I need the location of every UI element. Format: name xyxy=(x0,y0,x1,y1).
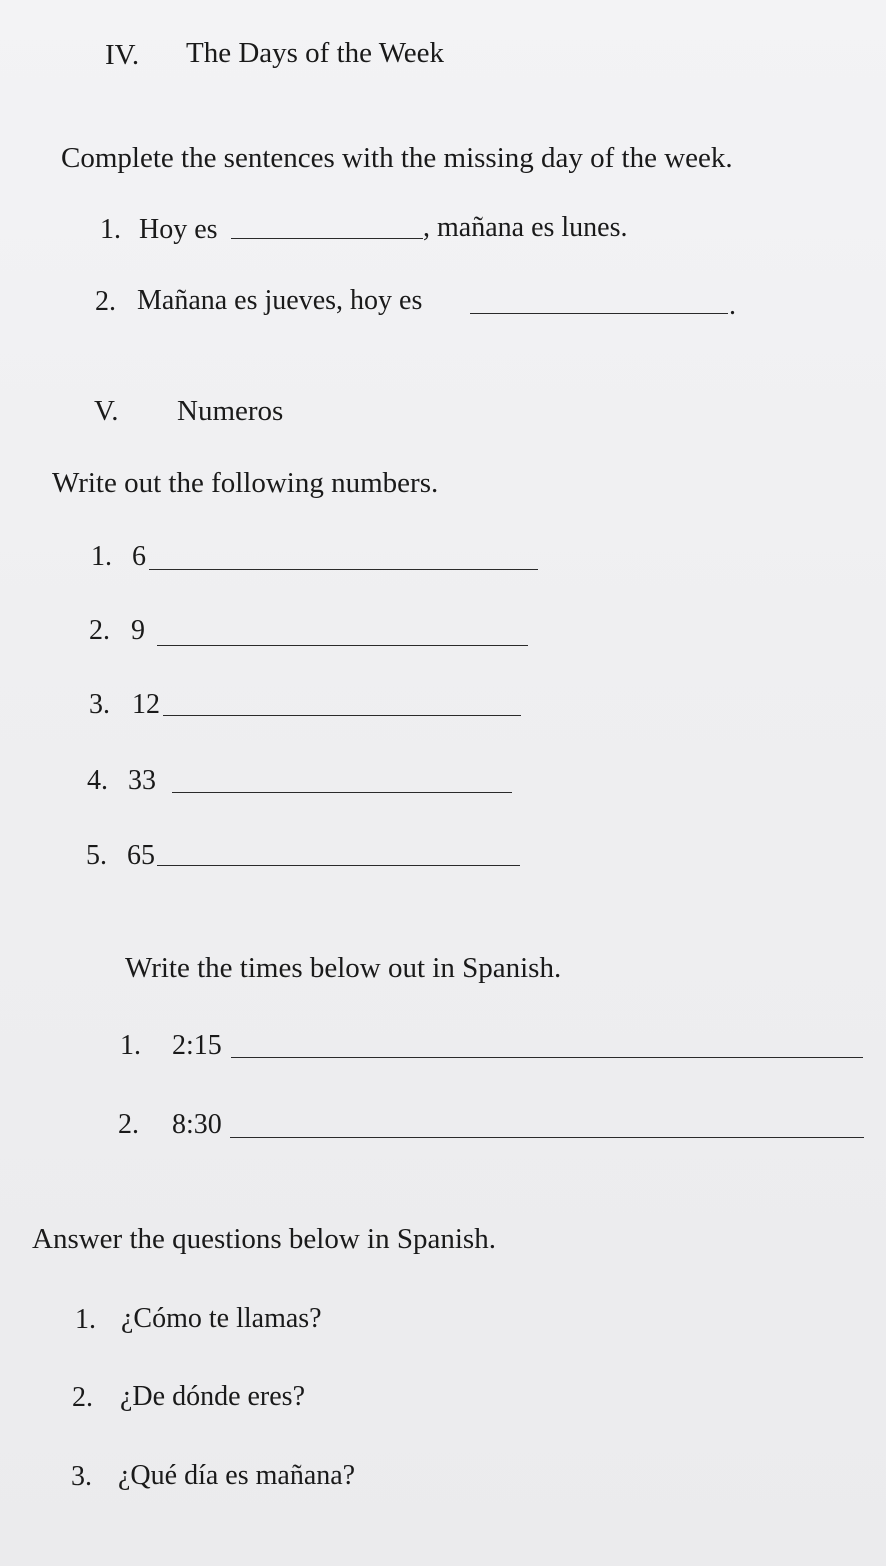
days-item-1-blank[interactable] xyxy=(231,238,423,239)
questions-item-1-number: 1. xyxy=(75,1304,96,1335)
section-iv-numeral: IV. xyxy=(105,39,140,71)
times-instruction: Write the times below out in Spanish. xyxy=(125,952,562,984)
section-v-numeral: V. xyxy=(94,395,119,427)
numbers-item-4-blank[interactable] xyxy=(172,792,512,793)
numbers-item-4-value: 33 xyxy=(128,765,156,796)
numbers-item-2-value: 9 xyxy=(131,615,145,646)
numbers-item-2-blank[interactable] xyxy=(157,645,528,646)
numbers-item-5-number: 5. xyxy=(86,840,107,871)
numbers-item-1-blank[interactable] xyxy=(149,569,538,570)
questions-instruction: Answer the questions below in Spanish. xyxy=(32,1223,496,1255)
times-item-1-value: 2:15 xyxy=(172,1030,222,1061)
days-item-2-blank[interactable] xyxy=(470,313,728,314)
questions-item-2-text: ¿De dónde eres? xyxy=(120,1381,306,1412)
numbers-item-3-blank[interactable] xyxy=(163,715,521,716)
times-item-2-number: 2. xyxy=(118,1109,139,1140)
numbers-item-2-number: 2. xyxy=(89,615,110,646)
numbers-item-5-blank[interactable] xyxy=(157,865,520,866)
numbers-item-1-value: 6 xyxy=(132,541,146,572)
days-item-1-number: 1. xyxy=(100,214,121,245)
times-item-1-blank[interactable] xyxy=(231,1057,863,1058)
numbers-item-5-value: 65 xyxy=(127,840,155,871)
numbers-item-1-number: 1. xyxy=(91,541,112,572)
section-iv-title: The Days of the Week xyxy=(186,37,445,69)
times-item-1-number: 1. xyxy=(120,1030,141,1061)
questions-item-2-number: 2. xyxy=(72,1382,93,1413)
times-item-2-blank[interactable] xyxy=(230,1137,864,1138)
days-item-2-before: Mañana es jueves, hoy es xyxy=(137,285,423,316)
days-item-1-before: Hoy es xyxy=(139,214,218,245)
days-item-2-number: 2. xyxy=(95,286,116,317)
numbers-instruction: Write out the following numbers. xyxy=(52,467,439,499)
days-instruction: Complete the sentences with the missing day of the week. xyxy=(61,142,733,174)
days-item-1-after: , mañana es lunes. xyxy=(423,212,628,243)
times-item-2-value: 8:30 xyxy=(172,1109,222,1140)
questions-item-3-text: ¿Qué día es mañana? xyxy=(118,1460,356,1491)
numbers-item-3-value: 12 xyxy=(132,689,160,720)
questions-item-1-text: ¿Cómo te llamas? xyxy=(121,1303,322,1334)
numbers-item-4-number: 4. xyxy=(87,765,108,796)
days-item-2-after: . xyxy=(729,290,736,321)
questions-item-3-number: 3. xyxy=(71,1461,92,1492)
section-v-title: Numeros xyxy=(177,395,284,427)
numbers-item-3-number: 3. xyxy=(89,689,110,720)
